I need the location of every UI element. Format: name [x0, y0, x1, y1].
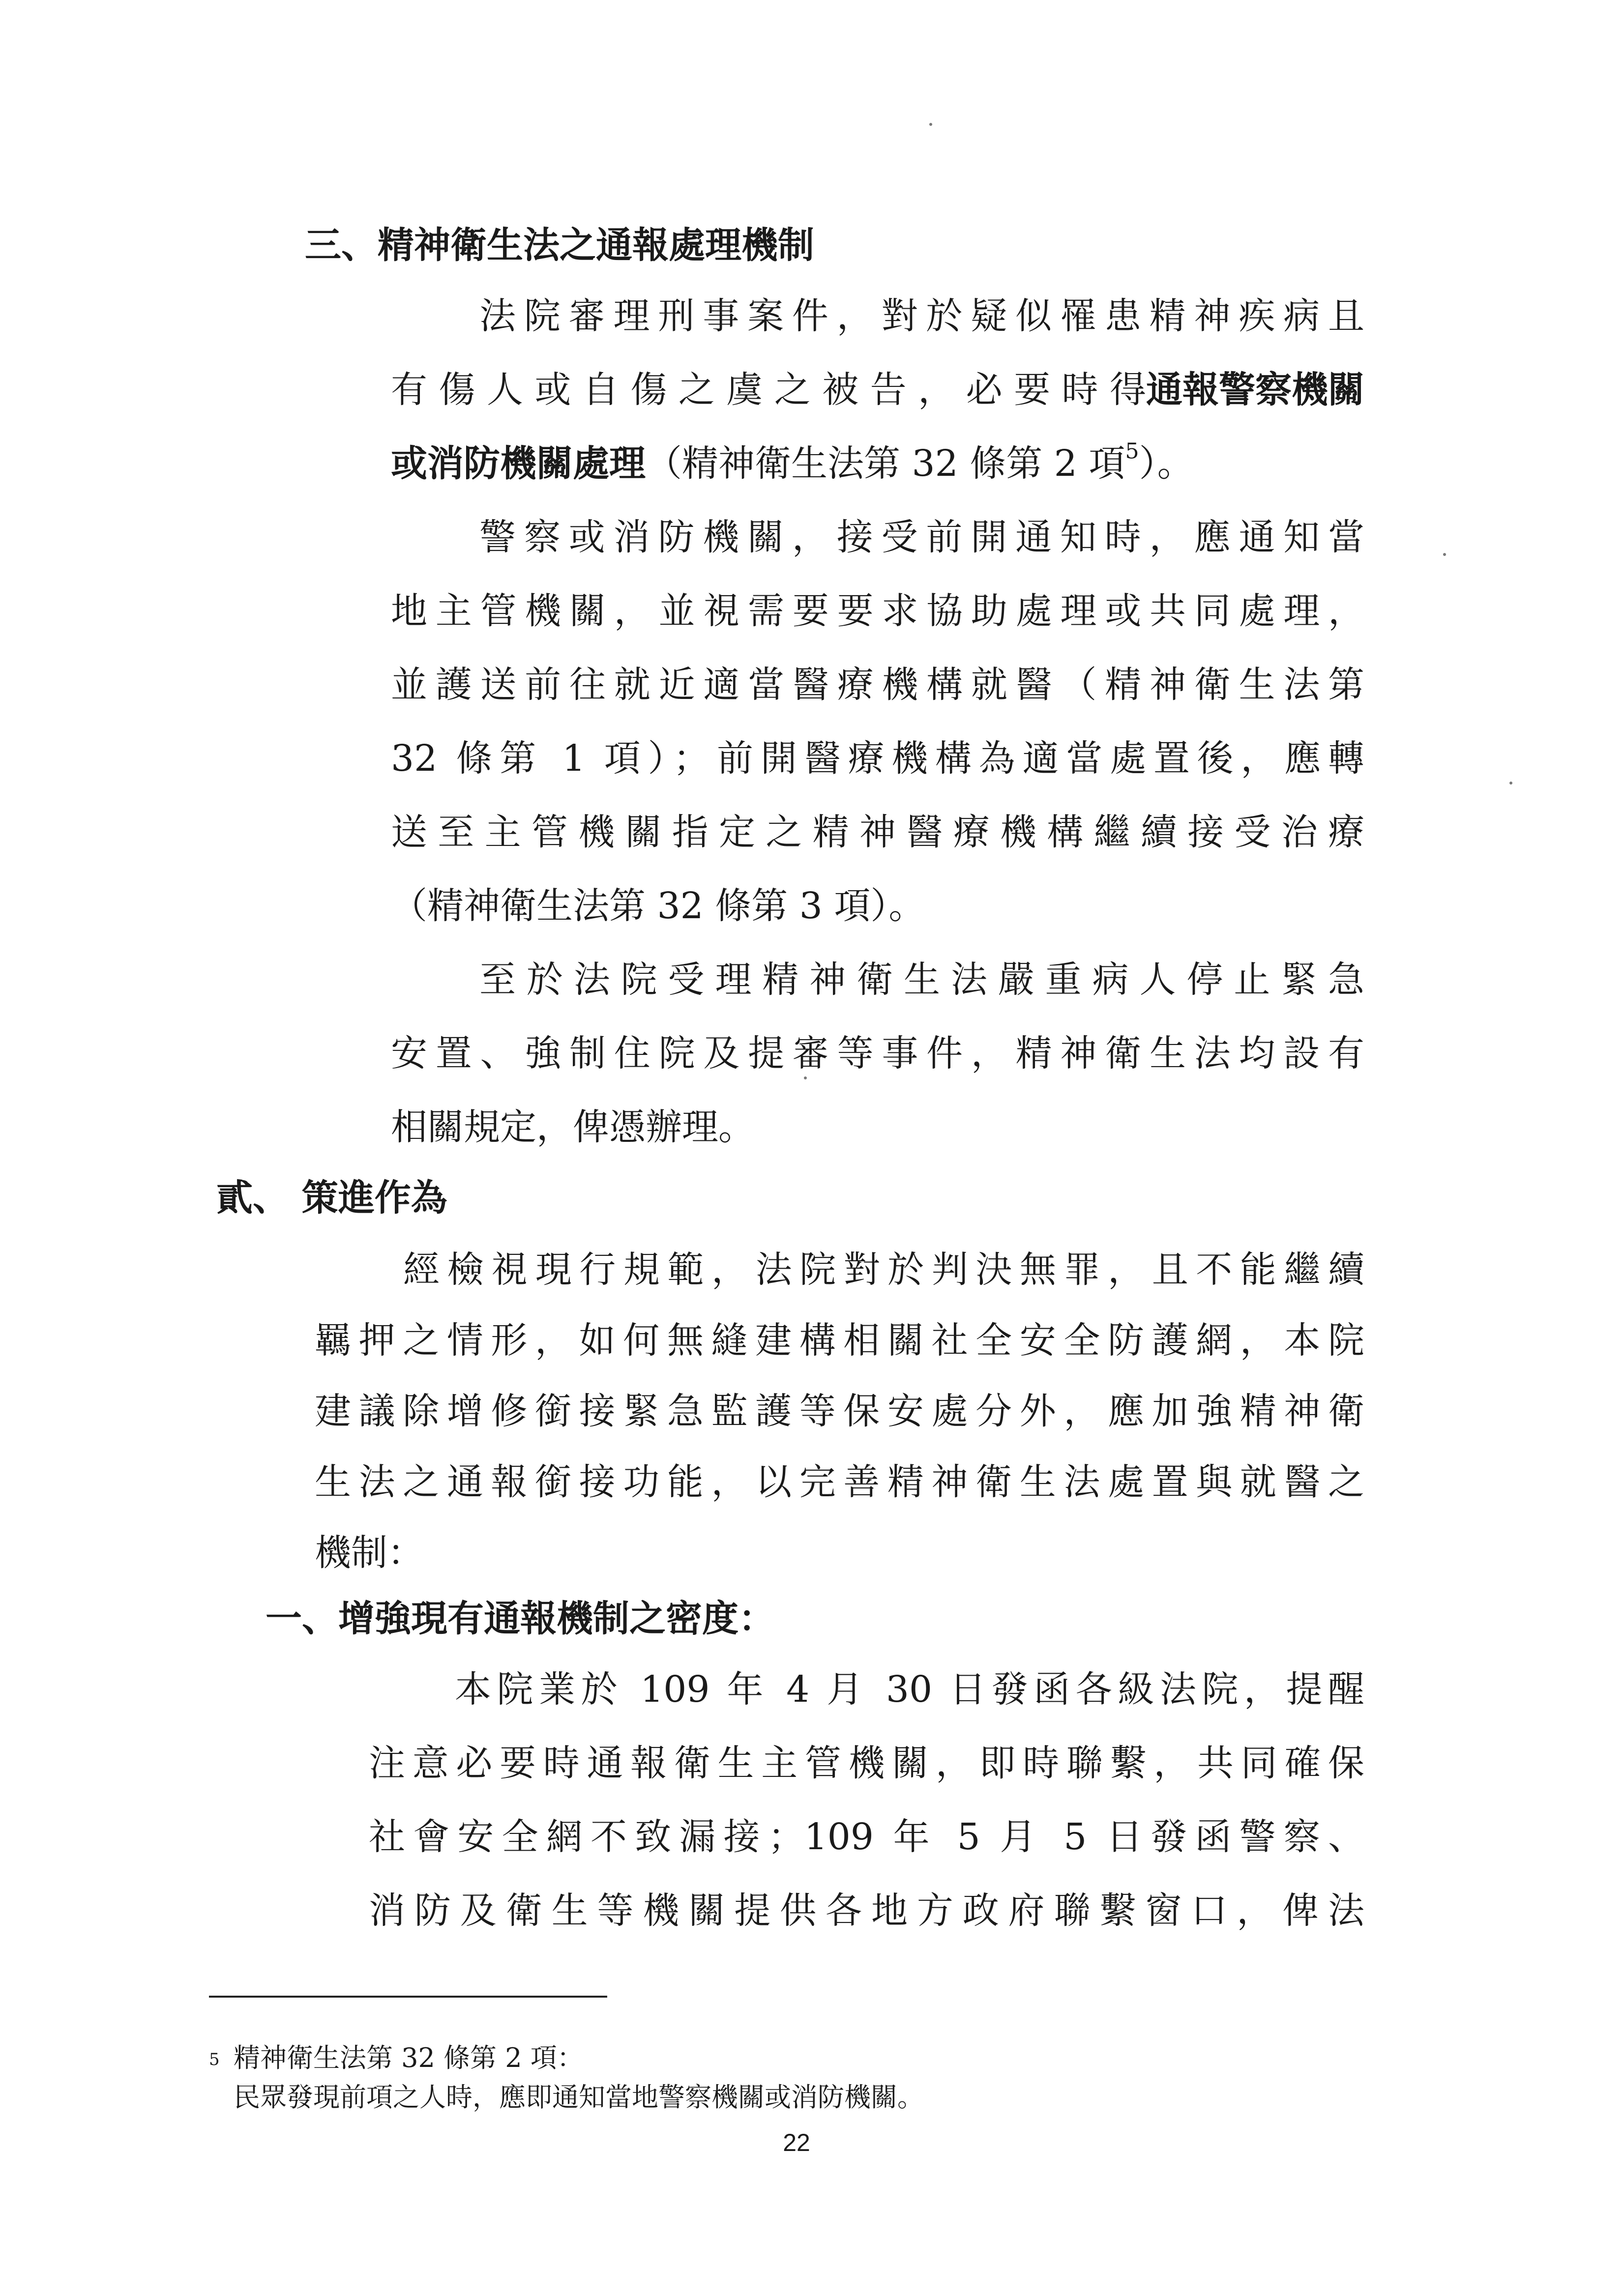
- body-line: 警察或消防機關，接受前開通知時，應通知當: [479, 516, 1364, 558]
- scan-speck: [1509, 782, 1512, 785]
- body-line: 經檢視現行規範，法院對於判決無罪，且不能繼續: [403, 1249, 1364, 1291]
- footnote-marker: 5: [209, 2050, 220, 2069]
- section-heading: 三、精神衛生法之通報處理機制: [305, 224, 814, 266]
- body-line: [391, 438, 1194, 485]
- body-line: 消防及衛生等機關提供各地方政府聯繫窗口，俾法: [369, 1889, 1364, 1932]
- body-text: ）。: [1139, 442, 1194, 485]
- sub-heading: 一、增強現有通報機制之密度：: [266, 1598, 775, 1640]
- body-line: 生法之通報銜接功能，以完善精神衛生法處置與就醫之: [315, 1461, 1364, 1503]
- body-line: 至於法院受理精神衛生法嚴重病人停止緊急: [479, 959, 1364, 1001]
- scan-speck: [1443, 553, 1446, 556]
- scan-speck: [929, 123, 932, 126]
- footnote-ref: 5: [1125, 438, 1139, 464]
- body-line: 安置、強制住院及提審等事件，精神衛生法均設有: [391, 1032, 1364, 1075]
- body-line: 建議除增修銜接緊急監護等保安處分外，應加強精神衛: [315, 1390, 1364, 1432]
- body-line: 並護送前往就近適當醫療機構就醫（精神衛生法第: [391, 664, 1364, 706]
- body-line: 32 條第 1 項）；前開醫療機構為適當處置後，應轉: [391, 737, 1364, 780]
- body-text: 有傷人或自傷之虞之被告，必要時得: [391, 369, 1146, 411]
- bold-text: 或消防機關處理: [391, 442, 646, 485]
- body-text: （精神衛生法第 32 條第 2 項: [646, 442, 1125, 485]
- body-line: （精神衛生法第 32 條第 3 項）。: [391, 885, 925, 927]
- scan-speck: [804, 1076, 807, 1079]
- page-number: 22: [783, 2129, 810, 2156]
- body-line: 本院業於 109 年 4 月 30 日發函各級法院，提醒: [455, 1668, 1364, 1711]
- body-line: 羈押之情形，如何無縫建構相關社全安全防護網，本院: [315, 1319, 1364, 1362]
- body-line: 地主管機關，並視需要要求協助處理或共同處理，: [391, 590, 1364, 632]
- body-line: 送至主管機關指定之精神醫療機構繼續接受治療: [391, 811, 1364, 853]
- body-line: 相關規定，俾憑辦理。: [391, 1106, 755, 1148]
- section-heading: 貳、 策進作為: [216, 1177, 447, 1219]
- footnote-line: 精神衛生法第 32 條第 2 項：: [234, 2042, 584, 2073]
- body-line: 機制：: [315, 1532, 424, 1574]
- bold-text: 通報警察機關: [1146, 369, 1364, 411]
- body-line: 法院審理刑事案件，對於疑似罹患精神疾病且: [479, 295, 1364, 337]
- body-line: 社會安全網不致漏接；109 年 5 月 5 日發函警察、: [369, 1816, 1364, 1858]
- body-line: 注意必要時通報衛生主管機關，即時聯繫，共同確保: [369, 1742, 1364, 1784]
- footnote-line: 民眾發現前項之人時，應即通知當地警察機關或消防機關。: [234, 2082, 924, 2113]
- footnote-divider: [209, 1996, 607, 1998]
- body-line: [391, 369, 1364, 411]
